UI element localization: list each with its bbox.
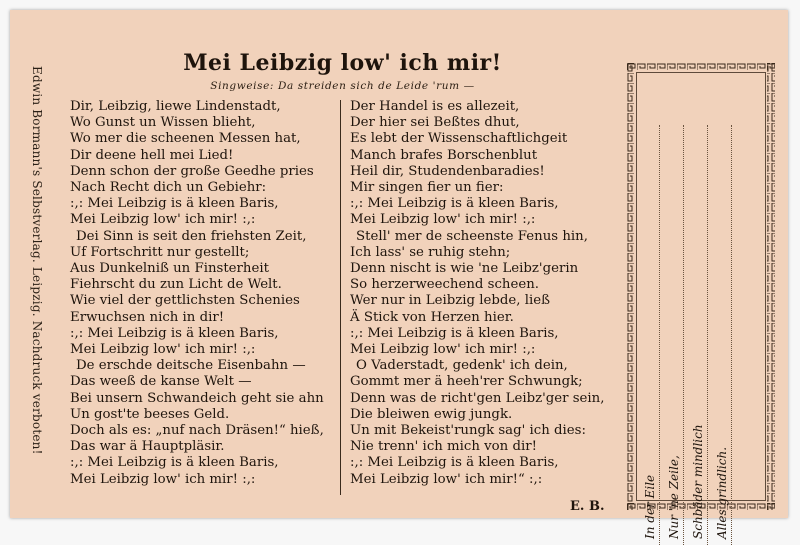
note-line-2: Nur 'ne Zeile, bbox=[667, 455, 681, 539]
lyric-line: Die bleiwen ewig jungk. bbox=[350, 406, 513, 422]
lyric-line: Der hier sei Beßtes dhut, bbox=[350, 115, 520, 131]
lyric-line: Dir deene hell mei Lied! bbox=[70, 147, 234, 163]
write-line-3 bbox=[707, 125, 708, 545]
lyric-line: Das weeß de kanse Welt — bbox=[70, 374, 252, 390]
lyric-line: Mei Leibzig low' ich mir! :,: bbox=[350, 212, 536, 228]
write-line-1 bbox=[659, 125, 660, 545]
lyric-line: Nach Recht dich un Gebiehr: bbox=[70, 180, 267, 196]
note-line-3: Schbäder mindlich bbox=[691, 424, 705, 539]
lyric-line: Mir singen fier un fier: bbox=[350, 180, 504, 196]
song-title: Mei Leibzig low' ich mir! bbox=[183, 50, 502, 76]
lyric-line: Un mit Bekeist'rungk sag' ich dies: bbox=[350, 423, 586, 439]
lyric-line: Un gost'te beeses Geld. bbox=[70, 406, 230, 422]
lyric-line: Ä Stick von Herzen hier. bbox=[350, 309, 514, 325]
lyric-line: :,: Mei Leibzig is ä kleen Baris, bbox=[70, 455, 279, 471]
lyric-line: Fiehrscht du zun Licht de Welt. bbox=[70, 277, 282, 293]
lyric-line: Mei Leibzig low' ich mir! :,: bbox=[70, 342, 256, 358]
lyric-line: Heil dir, Studendenbaradies! bbox=[350, 163, 545, 179]
lyric-line: Gommt mer ä heeh'rer Schwungk; bbox=[350, 374, 583, 390]
lyric-line: Mei Leibzig low' ich mir! :,: bbox=[350, 342, 536, 358]
note-line-1: In der Eile bbox=[643, 474, 657, 539]
write-line-4 bbox=[731, 125, 732, 545]
author-signature: E. B. bbox=[570, 499, 605, 514]
lyric-line: Aus Dunkelniß un Finsterheit bbox=[70, 261, 269, 277]
lyric-line: Ich lass' se ruhig stehn; bbox=[350, 244, 511, 260]
lyric-line: Nie trenn' ich mich von dir! bbox=[350, 439, 537, 455]
lyric-line: Denn nischt is wie 'ne Leibz'gerin bbox=[350, 261, 579, 277]
lyric-line: Der Handel is es allezeit, bbox=[350, 99, 520, 114]
lyric-line: So herzerweechend scheen. bbox=[350, 277, 540, 293]
lyric-line: :,: Mei Leibzig is ä kleen Baris, bbox=[70, 325, 279, 341]
lyric-line: O Vaderstadt, gedenk' ich dein, bbox=[356, 358, 568, 374]
lyric-line: Erwuchsen nich in dir! bbox=[70, 309, 225, 325]
write-line-2 bbox=[683, 125, 684, 545]
lyric-line: :,: Mei Leibzig is ä kleen Baris, bbox=[350, 196, 559, 212]
lyric-line: Doch als es: „nuf nach Dräsen!“ hieß, bbox=[70, 423, 324, 439]
lyric-line: :,: Mei Leibzig is ä kleen Baris, bbox=[70, 196, 279, 212]
lyric-line: Wo mer die scheenen Messen hat, bbox=[70, 131, 301, 147]
lyric-line: Wie viel der gettlichsten Schenies bbox=[70, 293, 300, 309]
lyric-line: Dei Sinn is seit den friehsten Zeit, bbox=[76, 228, 307, 244]
lyric-line: Dir, Leibzig, liewe Lindenstadt, bbox=[70, 99, 281, 114]
lyric-line: :,: Mei Leibzig is ä kleen Baris, bbox=[350, 455, 559, 471]
lyric-line: Stell' mer de scheenste Fenus hin, bbox=[356, 228, 588, 244]
note-box bbox=[627, 63, 775, 539]
lyric-line: Wo Gunst un Wissen blieht, bbox=[70, 115, 256, 131]
lyric-line: Es lebt der Wissenschaftlichgeit bbox=[350, 131, 568, 147]
lyric-line: Bei unsern Schwandeich geht sie ahn bbox=[70, 390, 324, 406]
lyric-line: Wer nur in Leibzig lebde, ließ bbox=[350, 293, 550, 309]
lyric-line: De erschde deitsche Eisenbahn — bbox=[76, 358, 306, 374]
lyrics-column-left bbox=[70, 99, 340, 488]
lyric-line: Manch brafes Borschenblut bbox=[350, 147, 538, 163]
lyric-line: :,: Mei Leibzig is ä kleen Baris, bbox=[350, 325, 559, 341]
lyrics-column-right bbox=[350, 99, 620, 488]
postcard bbox=[10, 10, 788, 539]
lyric-line: Mei Leibzig low' ich mir! :,: bbox=[70, 212, 256, 228]
column-divider bbox=[340, 100, 341, 495]
lyric-line: Mei Leibzig low' ich mir!“ :,: bbox=[350, 471, 543, 487]
lyric-line: Uf Fortschritt nur gestellt; bbox=[70, 244, 250, 260]
lyric-line: Denn was de richt'gen Leibz'ger sein, bbox=[350, 390, 605, 406]
lyric-line: Denn schon der große Geedhe pries bbox=[70, 163, 314, 179]
song-melody-note: Singweise: Da streiden sich de Leide 'rum — bbox=[210, 80, 475, 92]
note-line-4: Alles grindlich. bbox=[715, 446, 729, 539]
lyric-line: Mei Leibzig low' ich mir! :,: bbox=[70, 471, 256, 487]
lyric-line: Das war ä Hauptpläsir. bbox=[70, 439, 225, 455]
publisher-imprint: Edwin Bormann's Selbstverlag. Leipzig. Nachdruck verboten! bbox=[30, 66, 44, 455]
